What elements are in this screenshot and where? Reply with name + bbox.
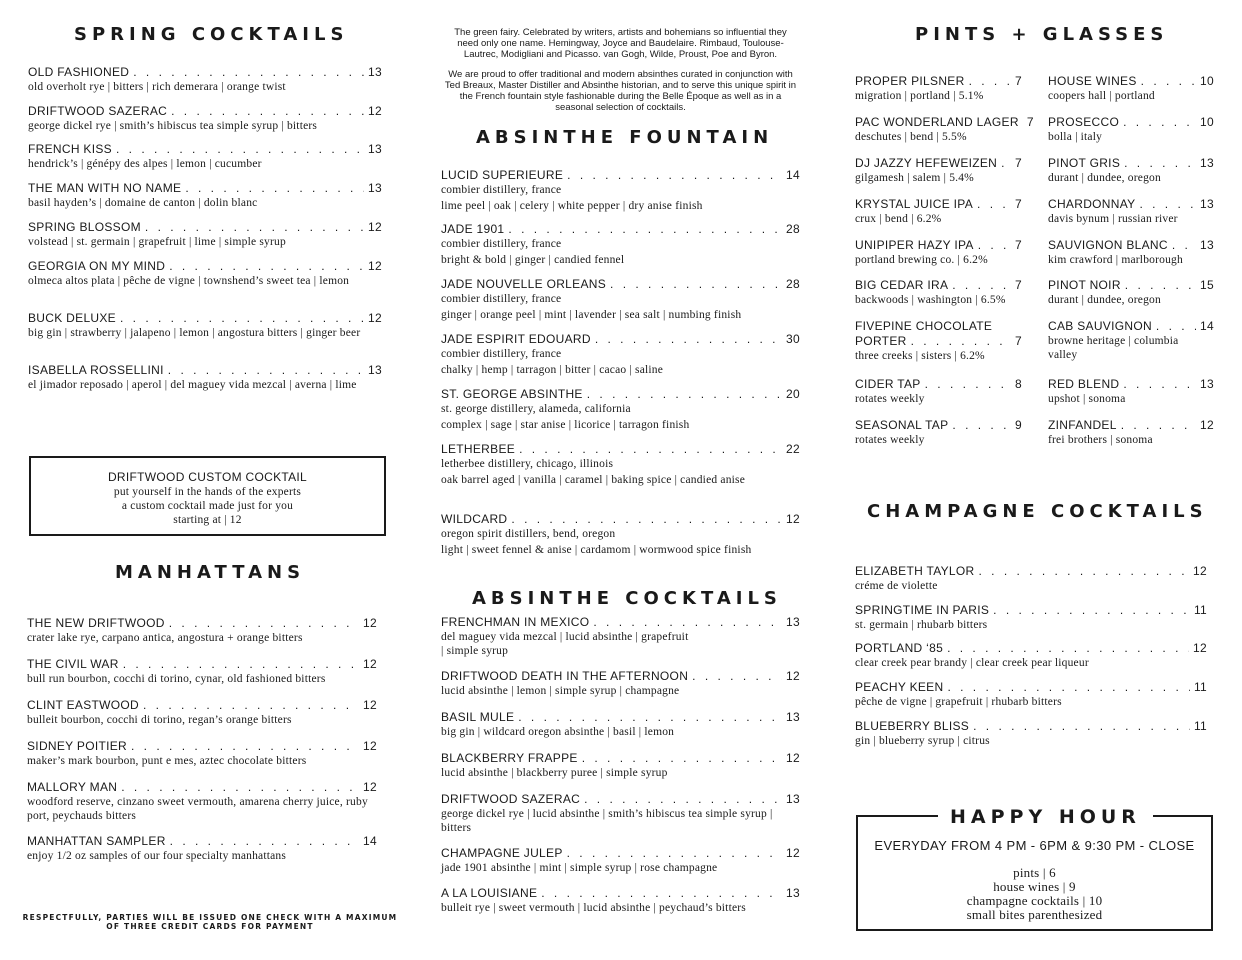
menu-item xyxy=(441,615,800,658)
menu-item xyxy=(855,418,1022,447)
item-name: SAUVIGNON BLANC xyxy=(1048,238,1168,252)
item-price: 14 xyxy=(786,168,800,182)
item-price: 7 xyxy=(1015,238,1022,252)
item-price: 13 xyxy=(1200,156,1214,170)
menu-item xyxy=(441,222,800,267)
item-distillery: combier distillery, france xyxy=(441,238,562,250)
item-description: lucid absinthe | lemon | simple syrup | champagne xyxy=(441,685,680,697)
item-description: george dickel rye | smith’s hibiscus tea simple syrup | bitters xyxy=(28,120,318,132)
item-name-continued: PORTER xyxy=(855,334,907,348)
item-price: 7 xyxy=(1015,156,1022,170)
item-description: clear creek pear brandy | clear creek pear liqueur xyxy=(855,657,1089,669)
item-price: 7 xyxy=(1015,334,1022,348)
item-description: migration | portland | 5.1% xyxy=(855,90,984,102)
menu-item xyxy=(441,332,800,377)
item-price: 8 xyxy=(1015,377,1022,391)
item-description: crux | bend | 6.2% xyxy=(855,213,942,225)
menu-item xyxy=(855,278,1022,307)
item-description: rotates weekly xyxy=(855,393,925,405)
item-description: big gin | strawberry | jalapeno | lemon | angostura bitters | ginger beer xyxy=(28,327,361,339)
item-name: A LA LOUISIANE xyxy=(441,886,538,900)
item-name: THE NEW DRIFTWOOD xyxy=(27,616,165,630)
menu-item xyxy=(1048,115,1214,144)
item-description: upshot | sonoma xyxy=(1048,393,1126,405)
item-price: 13 xyxy=(368,142,382,156)
menu-item xyxy=(441,277,800,322)
item-description: maker’s mark bourbon, punt e mes, aztec chocolate bitters xyxy=(27,755,307,767)
item-name: HOUSE WINES xyxy=(1048,74,1137,88)
item-price: 12 xyxy=(363,616,377,630)
item-description: durant | dundee, oregon xyxy=(1048,172,1161,184)
menu-item xyxy=(27,616,377,645)
item-name: BASIL MULE xyxy=(441,710,515,724)
item-price: 30 xyxy=(786,332,800,346)
item-name: LUCID SUPERIEURE xyxy=(441,168,564,182)
item-name: PROSECCO xyxy=(1048,115,1120,129)
item-description: browne heritage | columbia valley xyxy=(1048,335,1179,361)
menu-item xyxy=(28,181,382,210)
item-description: deschutes | bend | 5.5% xyxy=(855,131,967,143)
item-description: coopers hall | portland xyxy=(1048,90,1155,102)
item-price: 13 xyxy=(1200,238,1214,252)
happy-hour-times: EVERYDAY FROM 4 PM - 6PM & 9:30 PM - CLOSE xyxy=(874,838,1195,853)
item-price: 12 xyxy=(368,259,382,273)
item-description: bull run bourbon, cocchi di torino, cynar, old fashioned bitters xyxy=(27,673,326,685)
menu-item xyxy=(855,680,1207,709)
item-price: 12 xyxy=(363,698,377,712)
item-price: 28 xyxy=(786,222,800,236)
happy-hour-line: champagne cocktails | 10 xyxy=(966,893,1103,908)
item-name: ISABELLA ROSSELLINI xyxy=(28,363,164,377)
item-price: 22 xyxy=(786,442,800,456)
item-distillery: oregon spirit distillers, bend, oregon xyxy=(441,528,616,540)
item-name: PEACHY KEEN xyxy=(855,680,944,694)
item-description: crater lake rye, carpano antica, angostura + orange bitters xyxy=(27,632,303,644)
happy-hour-box xyxy=(856,806,1213,931)
menu-item xyxy=(28,65,382,94)
item-distillery: letherbee distillery, chicago, illinois xyxy=(441,458,614,470)
menu-item xyxy=(1048,156,1214,185)
intro-paragraph: We are proud to offer traditional and modern absinthes curated in conjunction with Ted Breaux, Master Distiller and Absinthe historian, and to serve this unique spirit in the French fountain style fashionable during the Belle Époque as well as in a seasonal selection of cocktails. xyxy=(444,69,797,113)
item-name: MANHATTAN SAMPLER xyxy=(27,834,166,848)
item-description: enjoy 1/2 oz samples of our four specialty manhattans xyxy=(27,850,287,862)
item-name: JADE NOUVELLE ORLEANS xyxy=(441,277,607,291)
menu-item xyxy=(855,641,1207,670)
item-name: PORTLAND ‘85 xyxy=(855,641,944,655)
item-description: basil hayden’s | domaine de canton | dolin blanc xyxy=(28,197,258,209)
item-description: olmeca altos plata | pêche de vigne | townshend’s sweet tea | lemon xyxy=(28,275,350,287)
menu-item xyxy=(441,669,800,698)
menu-item xyxy=(441,512,800,557)
manhattans-heading: MANHATTANS xyxy=(115,562,306,583)
item-name: FRENCH KISS xyxy=(28,142,112,156)
menu-item xyxy=(1048,319,1214,362)
item-price: 7 xyxy=(1026,115,1034,129)
item-distillery: st. george distillery, alameda, california xyxy=(441,403,631,415)
item-description: three creeks | sisters | 6.2% xyxy=(855,350,985,362)
item-name: RED BLEND xyxy=(1048,377,1120,391)
item-description: ginger | orange peel | mint | lavender | sea salt | numbing finish xyxy=(441,309,742,321)
item-name: PROPER PILSNER xyxy=(855,74,965,88)
menu-item xyxy=(855,377,1022,406)
item-description: backwoods | washington | 6.5% xyxy=(855,294,1006,306)
item-description: bright & bold | ginger | candied fennel xyxy=(441,254,625,266)
item-price: 11 xyxy=(1193,680,1207,694)
item-name: SEASONAL TAP xyxy=(855,418,949,432)
item-description: portland brewing co. | 6.2% xyxy=(855,254,988,266)
item-price: 12 xyxy=(786,512,800,526)
item-name: THE CIVIL WAR xyxy=(27,657,119,671)
item-description: gin | blueberry syrup | citrus xyxy=(855,735,990,747)
item-price: 12 xyxy=(368,311,382,325)
happy-hour-title: HAPPY HOUR xyxy=(938,806,1153,828)
item-price: 12 xyxy=(786,751,800,765)
item-name: DRIFTWOOD SAZERAC xyxy=(441,792,581,806)
item-name: LETHERBEE xyxy=(441,442,516,456)
item-name: ST. GEORGE ABSINTHE xyxy=(441,387,583,401)
item-description: hendrick’s | génépy des alpes | lemon | cucumber xyxy=(28,158,262,170)
item-description: pêche de vigne | grapefruit | rhubarb bitters xyxy=(855,696,1062,708)
item-description: durant | dundee, oregon xyxy=(1048,294,1161,306)
item-price: 13 xyxy=(786,615,800,629)
menu-item xyxy=(855,238,1022,267)
item-name: PINOT GRIS xyxy=(1048,156,1121,170)
item-price: 13 xyxy=(786,710,800,724)
item-price: 13 xyxy=(368,181,382,195)
item-price: 13 xyxy=(786,792,800,806)
intro-paragraph: The green fairy. Celebrated by writers, artists and bohemians so influential they need only one name. Hemingway, Joyce and Baudelaire. Rimbaud, Toulouse-Lautrec, Modigliani and Picasso. van Gogh, Wilde, Proust, Poe and Byron. xyxy=(454,27,787,60)
menu-item xyxy=(1048,197,1214,226)
item-price: 12 xyxy=(786,846,800,860)
item-name: OLD FASHIONED xyxy=(28,65,130,79)
champagne-cocktails-heading: CHAMPAGNE COCKTAILS xyxy=(867,501,1208,522)
custom-cocktail-title: DRIFTWOOD CUSTOM COCKTAIL xyxy=(107,470,308,484)
item-name: ZINFANDEL xyxy=(1048,418,1117,432)
menu-item xyxy=(855,74,1022,103)
absinthe-cocktails-heading: ABSINTHE COCKTAILS xyxy=(472,588,782,609)
item-description: lucid absinthe | blackberry puree | simple syrup xyxy=(441,767,668,779)
item-price: 12 xyxy=(363,739,377,753)
item-distillery: combier distillery, france xyxy=(441,348,562,360)
menu-item xyxy=(28,311,382,340)
menu-item xyxy=(441,442,800,487)
pints-glasses-heading: PINTS + GLASSES xyxy=(915,24,1169,45)
item-price: 12 xyxy=(786,669,800,683)
item-name: CHAMPAGNE JULEP xyxy=(441,846,563,860)
menu-item xyxy=(855,115,1034,144)
item-price: 12 xyxy=(363,657,377,671)
item-price: 13 xyxy=(368,65,382,79)
item-price: 12 xyxy=(368,220,382,234)
spring-cocktails-heading: SPRING COCKTAILS xyxy=(74,24,349,45)
item-name: DRIFTWOOD DEATH IN THE AFTERNOON xyxy=(441,669,689,683)
item-description: complex | sage | star anise | licorice | tarragon finish xyxy=(441,419,690,431)
item-name: BLACKBERRY FRAPPE xyxy=(441,751,578,765)
item-name: DJ JAZZY HEFEWEIZEN xyxy=(855,156,998,170)
item-price: 7 xyxy=(1015,278,1022,292)
item-distillery: combier distillery, france xyxy=(441,184,562,196)
custom-cocktail-line: a custom cocktail made just for you xyxy=(121,500,294,512)
item-name: FRENCHMAN IN MEXICO xyxy=(441,615,590,629)
item-name: SPRING BLOSSOM xyxy=(28,220,141,234)
menu-item xyxy=(441,886,800,915)
item-name: CAB SAUVIGNON xyxy=(1048,319,1152,333)
payment-note-line: RESPECTFULLY, PARTIES WILL BE ISSUED ONE CHECK WITH A MAXIMUM xyxy=(22,913,398,922)
item-price: 14 xyxy=(363,834,377,848)
item-price: 12 xyxy=(1200,418,1214,432)
menu-item xyxy=(1048,238,1214,267)
item-name: PAC WONDERLAND LAGER xyxy=(855,115,1019,129)
item-description: chalky | hemp | tarragon | bitter | cacao | saline xyxy=(441,364,664,376)
item-price: 20 xyxy=(786,387,800,401)
menu-item xyxy=(27,739,377,768)
item-price: 13 xyxy=(1200,377,1214,391)
item-price: 9 xyxy=(1015,418,1022,432)
menu-item xyxy=(1048,377,1214,406)
menu-item xyxy=(441,710,800,739)
menu-item xyxy=(441,792,800,835)
item-price: 7 xyxy=(1015,74,1022,88)
menu-item xyxy=(441,846,800,875)
menu-item xyxy=(27,698,377,727)
item-name: BLUEBERRY BLISS xyxy=(855,719,970,733)
item-description: bulleit bourbon, cocchi di torino, regan’s orange bitters xyxy=(27,714,292,726)
item-name: GEORGIA ON MY MIND xyxy=(28,259,166,273)
item-name: SPRINGTIME IN PARIS xyxy=(855,603,990,617)
item-description: lime peel | oak | celery | white pepper | dry anise finish xyxy=(441,200,703,212)
item-price: 14 xyxy=(1200,319,1214,333)
item-description: bulleit rye | sweet vermouth | lucid absinthe | peychaud’s bitters xyxy=(441,902,746,914)
happy-hour-line: small bites parenthesized xyxy=(966,907,1103,922)
item-description: light | sweet fennel & anise | cardamom | wormwood spice finish xyxy=(441,544,752,556)
item-name: CIDER TAP xyxy=(855,377,921,391)
menu-item xyxy=(28,220,382,249)
item-name: FIVEPINE CHOCOLATE xyxy=(855,319,993,333)
custom-cocktail-box xyxy=(29,456,386,536)
happy-hour-line: house wines | 9 xyxy=(993,879,1076,894)
item-description: volstead | st. germain | grapefruit | lime | simple syrup xyxy=(28,236,286,248)
menu-item xyxy=(855,319,1022,363)
item-name: PINOT NOIR xyxy=(1048,278,1121,292)
item-description: big gin | wildcard oregon absinthe | basil | lemon xyxy=(441,726,675,738)
item-distillery: combier distillery, france xyxy=(441,293,562,305)
item-price: 10 xyxy=(1200,115,1214,129)
menu-item xyxy=(855,603,1207,632)
item-price: 12 xyxy=(363,780,377,794)
item-description: gilgamesh | salem | 5.4% xyxy=(855,172,974,184)
item-name: BUCK DELUXE xyxy=(28,311,116,325)
absinthe-intro xyxy=(443,27,798,113)
item-name: SIDNEY POITIER xyxy=(27,739,128,753)
menu-item xyxy=(28,259,382,288)
item-description: del maguey vida mezcal | lucid absinthe | grapefruit | simple syrup xyxy=(441,631,689,657)
item-name: WILDCARD xyxy=(441,512,508,526)
item-description: bolla | italy xyxy=(1048,131,1103,143)
menu-item xyxy=(441,168,800,213)
item-price: 10 xyxy=(1200,74,1214,88)
item-description: el jimador reposado | aperol | del maguey vida mezcal | averna | lime xyxy=(28,379,357,391)
item-name: BIG CEDAR IRA xyxy=(855,278,949,292)
payment-note-line: OF THREE CREDIT CARDS FOR PAYMENT xyxy=(106,922,314,931)
absinthe-fountain-heading: ABSINTHE FOUNTAIN xyxy=(476,127,774,148)
menu-item xyxy=(1048,418,1214,447)
item-description: créme de violette xyxy=(855,580,938,592)
item-description: davis bynum | russian river xyxy=(1048,213,1178,225)
menu-item xyxy=(855,156,1022,185)
item-description: st. germain | rhubarb bitters xyxy=(855,619,988,631)
happy-hour-line: pints | 6 xyxy=(1013,865,1056,880)
item-description: oak barrel aged | vanilla | caramel | baking spice | candied anise xyxy=(441,474,746,486)
item-price: 28 xyxy=(786,277,800,291)
item-description: rotates weekly xyxy=(855,434,925,446)
menu-item xyxy=(855,564,1207,593)
item-price: 12 xyxy=(1193,641,1207,655)
item-description: george dickel rye | lucid absinthe | smith’s hibiscus tea simple syrup | bitters xyxy=(441,808,773,834)
menu-item xyxy=(27,834,377,863)
item-price: 11 xyxy=(1193,603,1207,617)
menu-item xyxy=(27,780,383,823)
menu-item xyxy=(441,751,800,780)
item-name: MALLORY MAN xyxy=(27,780,118,794)
payment-note xyxy=(20,913,400,931)
item-name: JADE ESPIRIT EDOUARD xyxy=(441,332,591,346)
item-name: CLINT EASTWOOD xyxy=(27,698,139,712)
item-description: woodford reserve, cinzano sweet vermouth, amarena cherry juice, ruby port, peychauds bitters xyxy=(27,796,368,822)
item-price: 12 xyxy=(1193,564,1207,578)
item-description: kim crawford | marlborough xyxy=(1048,254,1183,266)
custom-cocktail-price: starting at | 12 xyxy=(173,514,242,526)
menu-item xyxy=(28,104,382,133)
item-description: jade 1901 absinthe | mint | simple syrup | rose champagne xyxy=(441,862,718,874)
item-name: CHARDONNAY xyxy=(1048,197,1136,211)
item-price: 13 xyxy=(368,363,382,377)
item-price: 12 xyxy=(368,104,382,118)
item-name: JADE 1901 xyxy=(441,222,505,236)
menu-item xyxy=(441,387,800,432)
menu-item xyxy=(28,363,382,392)
menu-item xyxy=(1048,74,1214,103)
item-name: UNIPIPER HAZY IPA xyxy=(855,238,974,252)
item-name: THE MAN WITH NO NAME xyxy=(28,181,182,195)
item-name: ELIZABETH TAYLOR xyxy=(855,564,975,578)
item-description: old overholt rye | bitters | rich demerara | orange twist xyxy=(28,81,286,93)
item-price: 7 xyxy=(1015,197,1022,211)
menu-item xyxy=(28,142,382,171)
item-price: 15 xyxy=(1200,278,1214,292)
menu-item xyxy=(855,197,1022,226)
item-description: frei brothers | sonoma xyxy=(1048,434,1153,446)
item-price: 13 xyxy=(786,886,800,900)
menu-item xyxy=(855,719,1207,748)
item-price: 11 xyxy=(1193,719,1207,733)
item-name: DRIFTWOOD SAZERAC xyxy=(28,104,168,118)
menu-item xyxy=(27,657,377,686)
item-name: KRYSTAL JUICE IPA xyxy=(855,197,974,211)
custom-cocktail-line: put yourself in the hands of the experts xyxy=(113,486,302,498)
item-price: 13 xyxy=(1200,197,1214,211)
menu-item xyxy=(1048,278,1214,307)
